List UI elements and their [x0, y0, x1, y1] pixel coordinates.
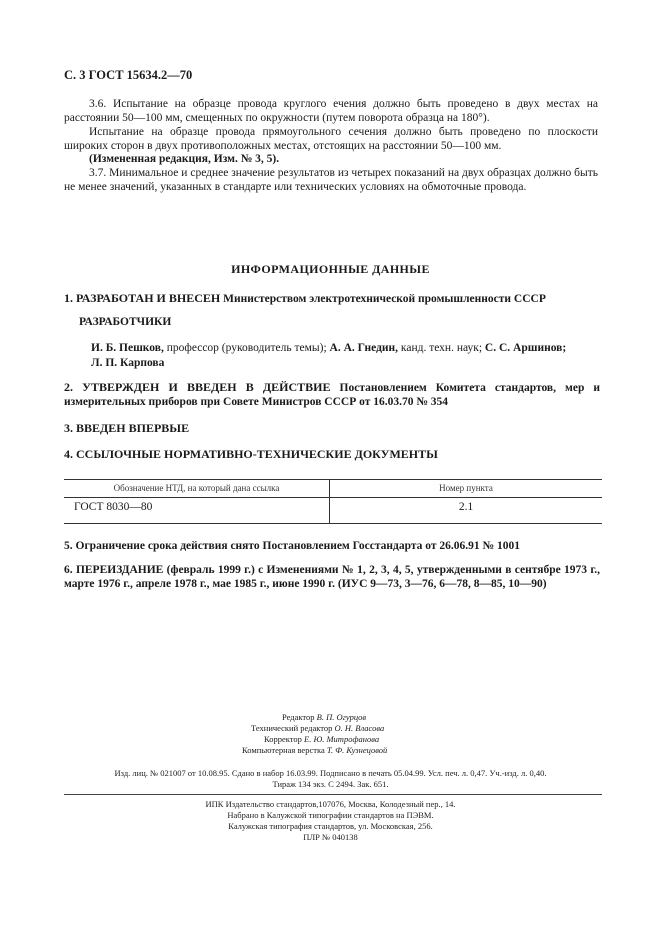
- editor-line: Редактор В. П. Огурцов: [282, 712, 367, 722]
- section-3: [64, 421, 600, 436]
- reference-table: [64, 479, 602, 524]
- page-header: С. 3 ГОСТ 15634.2—70: [64, 68, 193, 82]
- section-2: [64, 380, 600, 409]
- section-4-heading: 4. ССЫЛОЧНЫЕ НОРМАТИВНО-ТЕХНИЧЕСКИЕ ДОКУМЕНТЫ: [64, 447, 438, 461]
- imprint-line-6: ПЛР № 040138: [303, 832, 358, 842]
- developer-1-name: И. Б. Пешков,: [91, 342, 164, 354]
- corrector-line: Корректор Е. Ю. Митрофанова: [264, 734, 380, 744]
- imprint-line-1: Изд. лиц. № 021007 от 10.08.95. Сдано в набор 16.03.99. Подписано в печать 05.04.99. Усл. печ. л. 0,47. Уч.-изд. л. 0,40.: [114, 768, 547, 778]
- section-3-heading: 3. ВВЕДЕН ВПЕРВЫЕ: [64, 421, 190, 435]
- developers-list: [91, 341, 601, 371]
- paragraph-3-7: 3.7. Минимальное и среднее значение результатов из четырех показаний на двух образцах должно быть не менее значений, указанных в стандарте или технических условиях на обмоточные провода.: [64, 167, 598, 193]
- amendment-note: (Измененная редакция, Изм. № 3, 5).: [89, 153, 280, 165]
- developer-2-name: А. А. Гнедин,: [329, 342, 399, 354]
- table-header-item: Номер пункта: [330, 480, 602, 498]
- developers-label: РАЗРАБОТЧИКИ: [79, 316, 172, 328]
- table-header-doc: Обозначение НТД, на который дана ссылка: [64, 480, 329, 498]
- imprint-line-2: Тираж 134 экз. С 2494. Зак. 651.: [272, 779, 389, 789]
- section-1-text: Министерством электротехнической промышленности СССР: [223, 293, 546, 305]
- section-2-heading: 2. УТВЕРЖДЕН И ВВЕДЕН В ДЕЙСТВИЕ: [64, 380, 331, 394]
- section-5: 5. Ограничение срока действия снято Постановлением Госстандарта от 26.06.91 № 1001: [64, 540, 520, 552]
- section-6: 6. ПЕРЕИЗДАНИЕ (февраль 1999 г.) с Изменениями № 1, 2, 3, 4, 5, утвержденными в сентябре 1973 г., марте 1976 г., апреле 1978 г., мае 1985 г., июне 1990 г. (ИУС 9—73, 3—76, 6—78, 8—85, 10—90): [64, 564, 600, 590]
- section-4: [64, 447, 600, 462]
- imprint-divider: [64, 794, 602, 795]
- section-2-text: Постановлением Комитета стандартов, мер и измерительных приборов при Совете Министров СССР от 16.03.70 № 354: [64, 382, 601, 408]
- tech-editor-line: Технический редактор О. Н. Власова: [251, 723, 385, 733]
- imprint-line-4: Набрано в Калужской типографии стандартов на ПЭВМ.: [227, 810, 434, 820]
- developer-1-role: профессор (руководитель темы);: [166, 342, 327, 354]
- developer-3-name: С. С. Аршинов;: [484, 342, 567, 354]
- developer-2-role: канд. техн. наук;: [400, 342, 483, 354]
- paragraph-3-6-round: 3.6. Испытание на образце провода круглого ечения должно быть проведено в двух местах на расстоянии 50—100 мм, смещенных по окружности (путем поворота образца на 180°).: [64, 98, 598, 124]
- imprint-line-3: ИПК Издательство стандартов,107076, Москва, Колодезный пер., 14.: [205, 799, 456, 809]
- section-1: [64, 291, 600, 306]
- layout-line: Компьютерная верстка Т. Ф. Кузнецовой: [242, 745, 388, 755]
- developer-4-name: Л. П. Карпова: [91, 357, 165, 369]
- imprint-line-5: Калужская типография стандартов, ул. Московская, 256.: [228, 821, 433, 831]
- paragraph-3-6-rect: Испытание на образце провода прямоугольного сечения должно быть проведено по плоскости широких сторон в двух противоположных местах, отстоящих на расстоянии 50—100 мм.: [64, 126, 598, 152]
- table-cell-doc: ГОСТ 8030—80: [74, 501, 153, 513]
- table-cell-item: 2.1: [458, 501, 474, 513]
- info-data-title: ИНФОРМАЦИОННЫЕ ДАННЫЕ: [231, 262, 430, 276]
- section-1-heading: 1. РАЗРАБОТАН И ВНЕСЕН: [64, 291, 221, 305]
